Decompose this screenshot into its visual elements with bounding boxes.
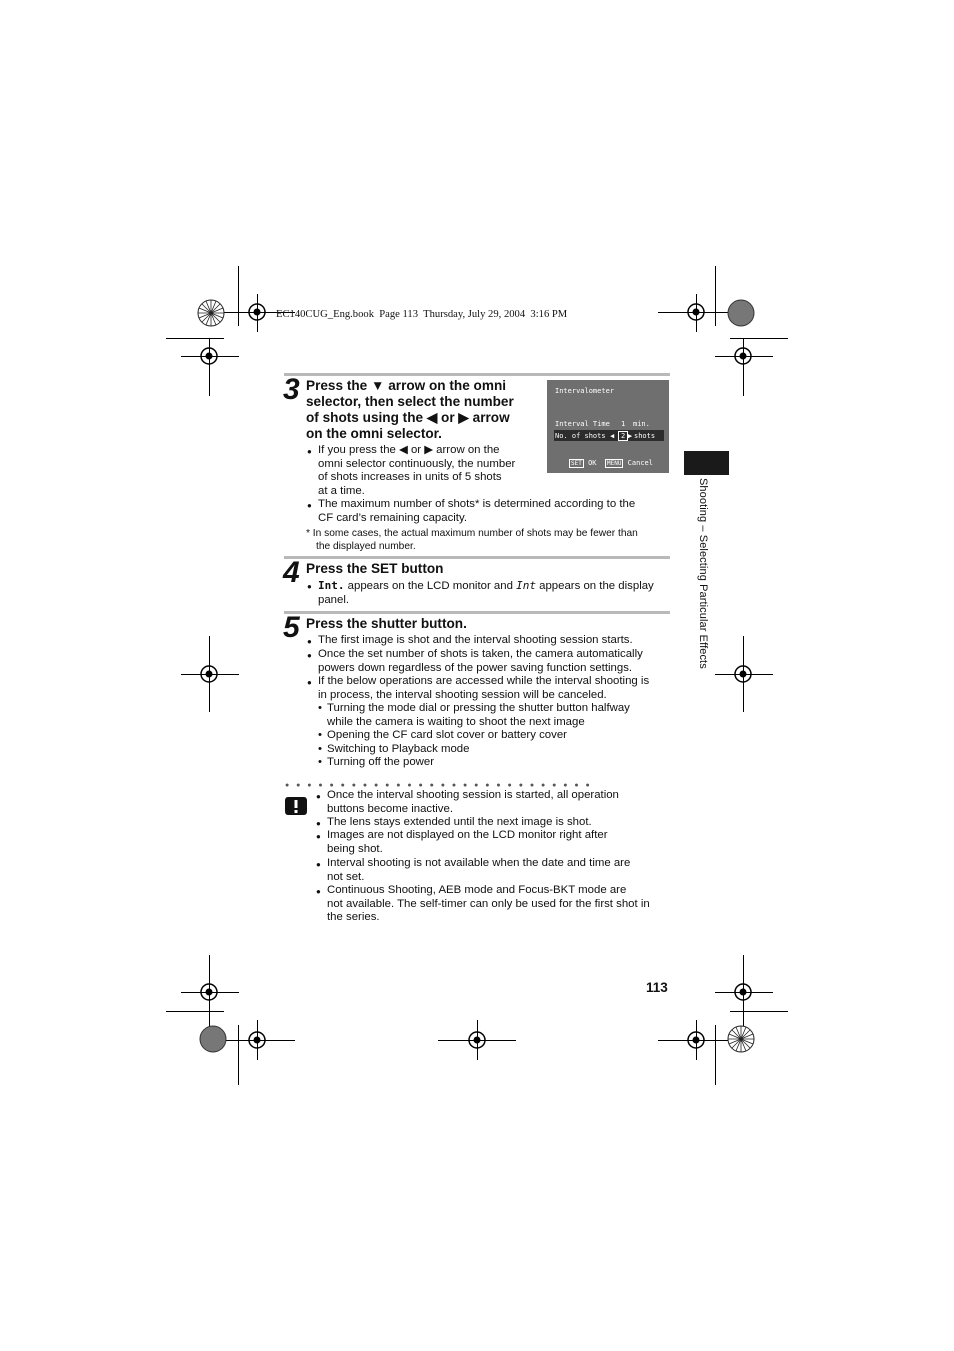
caution-item: ● Continuous Shooting, AEB mode and Focus-BKT mode are not available. The self-timer can only be used for the first shot in the series. [327,884,650,925]
bullet-item: ● Once the set number of shots is taken, the camera automatically powers down regardless of the power saving function settings. [318,648,643,675]
lcd-shots-value: 2 [618,431,628,441]
lcd-cancel-label: Cancel [627,459,653,467]
sub-list-item: • Opening the CF card slot cover or battery cover [327,729,567,743]
section-label: Shooting – Selecting Particular Effects [697,478,709,669]
step-divider [284,373,670,376]
step-divider [284,556,670,559]
sub-list-item: • Switching to Playback mode [327,743,469,757]
step-number: 5 [283,611,300,644]
step-divider [284,611,670,614]
registration-target-icon [245,1028,269,1052]
interval-lcd-icon: Int. [318,579,345,592]
lcd-screen-illustration [547,380,669,473]
lcd-right-arrow-icon: ▶ [628,432,633,440]
bullet-item: ● The maximum number of shots* is determined according to the CF card’s remaining capacity. [318,498,635,525]
step-heading: Press the ▼ arrow on the omni selector, then select the number of shots using the ◀ or ▶ arrow on the omni selector. [306,378,514,441]
registration-target-icon [684,300,708,324]
registration-target-icon [731,980,755,1004]
starburst-mark-icon [727,1025,755,1053]
caution-item: ● Images are not displayed on the LCD monitor right after being shot. [327,829,607,856]
step-heading: Press the SET button [306,561,444,576]
caution-item: ● The lens stays extended until the next image is shot. [327,816,592,830]
interval-panel-icon: Int [516,579,536,592]
file-info-header: EC140CUG_Eng.book Page 113 Thursday, July 29, 2004 3:16 PM [276,309,568,320]
lcd-ok-label: OK [588,459,597,467]
lcd-menu-key: MENU [607,460,622,467]
bullet-item: ● If the below operations are accessed while the interval shooting is in process, the interval shooting session will be canceled. [318,675,649,702]
section-tab [684,451,729,475]
registration-target-icon [731,662,755,686]
lcd-shots-unit: shots [634,432,656,440]
grey-disc-mark-icon [727,299,755,327]
bullet-item: ● If you press the ◀ or ▶ arrow on the omni selector continuously, the number of shots increases in units of 5 shots at a time. [318,444,515,498]
caution-item: ● Interval shooting is not available when the date and time are not set. [327,857,630,884]
lcd-left-arrow-icon: ◀ [610,432,615,440]
caution-item: ● Once the interval shooting session is started, all operation buttons become inactive. [327,789,619,816]
step-number: 4 [283,556,300,589]
bullet-item: ● Int. appears on the LCD monitor and Int appears on the display panel. [318,579,670,607]
step-number: 3 [283,373,300,406]
lcd-interval-value: 1 [621,420,626,428]
lcd-title: Intervalometer [555,387,615,395]
bullet-item: ● The first image is shot and the interval shooting session starts. [318,634,633,648]
starburst-mark-icon [197,299,225,327]
registration-target-icon [684,1028,708,1052]
registration-target-icon [197,980,221,1004]
lcd-interval-unit: min. [633,420,650,428]
lcd-set-key: SET [571,460,582,467]
caution-icon [284,794,308,818]
footnote: * In some cases, the actual maximum number of shots may be fewer than the displayed number. [306,528,638,552]
registration-target-icon [731,344,755,368]
grey-disc-mark-icon [199,1025,227,1053]
sub-list-item: • Turning off the power [327,756,434,770]
page-number: 113 [646,980,668,995]
step-heading: Press the shutter button. [306,616,467,631]
registration-target-icon [245,300,269,324]
lcd-shots-label: No. of shots [555,432,606,440]
dotted-separator: ●●●●●●●●●●●●●●●●●●●●●●●●●●●● [285,782,597,789]
sub-list-item: • Turning the mode dial or pressing the shutter button halfway while the camera is waiting to shoot the next image [327,702,630,729]
registration-target-icon [197,344,221,368]
lcd-interval-label: Interval Time [555,420,610,428]
registration-target-icon [465,1028,489,1052]
registration-target-icon [197,662,221,686]
